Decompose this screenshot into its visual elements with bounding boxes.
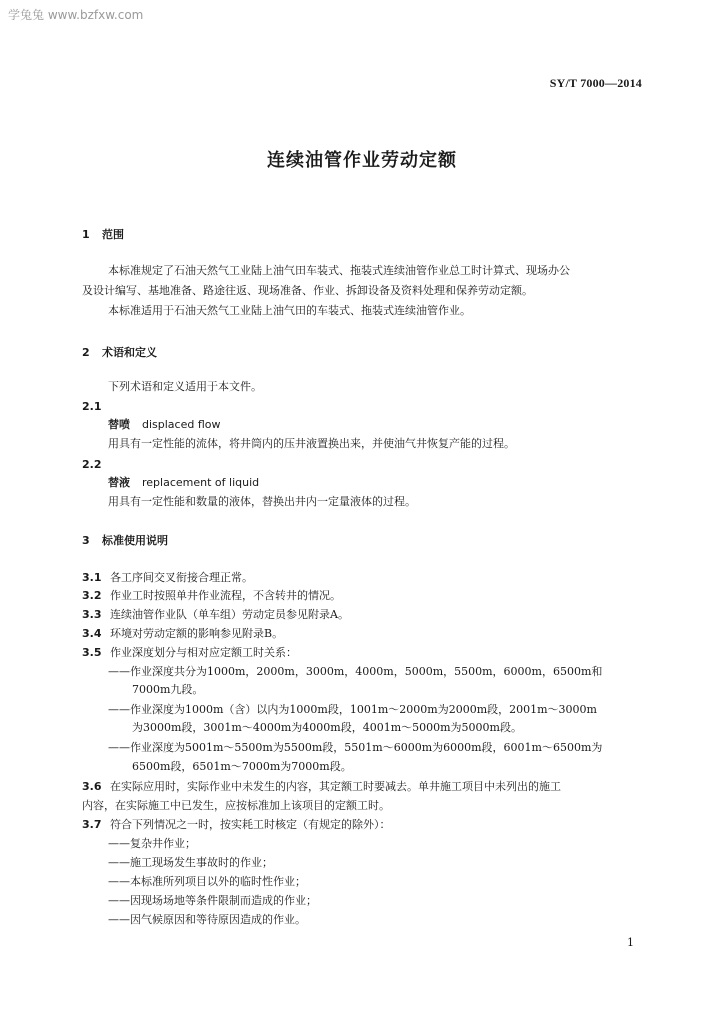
item-3-7: 3.7 符合下列情况之一时，按实耗工时核定（有规定的除外）： bbox=[82, 818, 391, 831]
page-number: 1 bbox=[627, 936, 634, 949]
item-3-7-dash-3: ——本标准所列项目以外的临时性作业； bbox=[108, 875, 306, 888]
item-3-3: 3.3 连续油管作业队（单车组）劳动定员参见附录A。 bbox=[82, 608, 349, 621]
s1-line-2: 及设计编写、基地准备、路途往返、现场准备、作业、拆卸设备及资料处理和保养劳动定额。 bbox=[82, 284, 533, 297]
item-3-2: 3.2 作业工时按照单井作业流程，不含转井的情况。 bbox=[82, 589, 341, 602]
s1-line-3: 本标准适用于石油天然气工业陆上油气田的车装式、拖装式连续油管作业。 bbox=[108, 304, 471, 317]
item-3-5-dash-2: ——作业深度为1000m（含）以内为1000m段，1001m～2000m为2000m段，2001m～3000m bbox=[108, 703, 597, 716]
item-3-1: 3.1 各工序间交叉衔接合理正常。 bbox=[82, 571, 253, 584]
section-3-heading: 3 标准使用说明 bbox=[82, 534, 168, 547]
term-2-1-definition: 用具有一定性能的流体，将井筒内的压井液置换出来，并使油气井恢复产能的过程。 bbox=[108, 437, 515, 450]
item-3-5-dash-3: ——作业深度为5001m～5500m为5500m段，5501m～6000m为6000m段，6001m～6500m为 bbox=[108, 741, 603, 754]
term-2-2: 替液 replacement of liquid bbox=[108, 476, 260, 489]
s1-line-1: 本标准规定了石油天然气工业陆上油气田车装式、拖装式连续油管作业总工时计算式、现场办公 bbox=[108, 264, 570, 277]
item-3-5: 3.5 作业深度划分与相对应定额工时关系： bbox=[82, 646, 297, 659]
item-3-5-dash-1-cont: 7000m九段。 bbox=[132, 683, 204, 696]
item-3-5-dash-1: ——作业深度共分为1000m，2000m，3000m，4000m，5000m，5500m，6000m，6500m和 bbox=[108, 665, 603, 678]
item-3-7-dash-5: ——因气候原因和等待原因造成的作业。 bbox=[108, 913, 306, 926]
term-2-2-definition: 用具有一定性能和数量的液体，替换出井内一定量液体的过程。 bbox=[108, 495, 416, 508]
term-2-2-number: 2.2 bbox=[82, 458, 102, 471]
watermark: 学兔兔 www.bzfxw.com bbox=[8, 8, 144, 22]
item-3-7-dash-4: ——因现场场地等条件限制而造成的作业； bbox=[108, 894, 317, 907]
section-2-heading: 2 术语和定义 bbox=[82, 346, 157, 359]
term-2-1: 替喷 displaced flow bbox=[108, 418, 221, 431]
item-3-5-dash-3-cont: 6500m段，6501m～7000m为7000m段。 bbox=[132, 760, 352, 773]
item-3-4: 3.4 环境对劳动定额的影响参见附录B。 bbox=[82, 627, 284, 640]
page-title: 连续油管作业劳动定额 bbox=[267, 150, 457, 171]
item-3-7-dash-1: ——复杂井作业； bbox=[108, 837, 196, 850]
s2-intro: 下列术语和定义适用于本文件。 bbox=[108, 380, 262, 393]
term-2-1-number: 2.1 bbox=[82, 400, 102, 413]
standard-number: SY/T 7000—2014 bbox=[549, 76, 642, 90]
item-3-7-dash-2: ——施工现场发生事故时的作业； bbox=[108, 856, 273, 869]
item-3-6-cont: 内容，在实际施工中已发生，应按标准加上该项目的定额工时。 bbox=[82, 799, 390, 812]
section-1-heading: 1 范围 bbox=[82, 228, 124, 241]
item-3-6: 3.6 在实际应用时，实际作业中未发生的内容，其定额工时要减去。单井施工项目中未列出的施工 bbox=[82, 780, 561, 793]
item-3-5-dash-2-cont: 为3000m段，3001m～4000m为4000m段，4001m～5000m为5000m段。 bbox=[132, 721, 522, 734]
